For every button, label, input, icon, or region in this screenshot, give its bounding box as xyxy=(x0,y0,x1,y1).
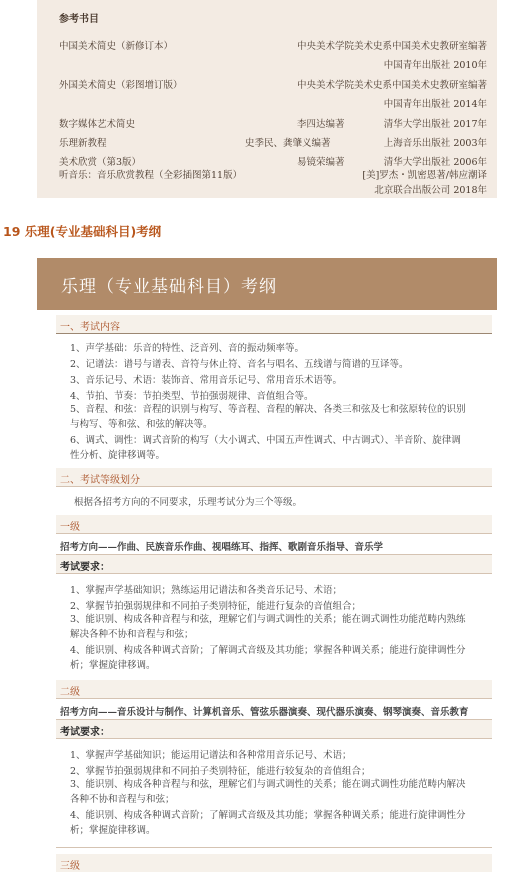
reference-publisher: 上海音乐出版社 2003年 xyxy=(383,138,487,149)
divider xyxy=(56,573,492,574)
level2-direction: 招考方向——音乐设计与制作、计算机音乐、管弦乐器演奏、现代器乐演奏、钢琴演奏、音乐教育 xyxy=(60,707,469,718)
part2-title: 二、考试等级划分 xyxy=(60,475,140,486)
level2-req-bar xyxy=(56,720,492,738)
part1-title: 一、考试内容 xyxy=(60,322,120,333)
reference-publisher: 中央美术学院美术史系中国美术史教研室编著 xyxy=(296,41,487,52)
divider xyxy=(56,847,492,848)
level1-req-bar xyxy=(56,555,492,573)
reference-author: 史季民、龚肇义编著 xyxy=(245,138,331,149)
requirement-line: 1、掌握声学基础知识；熟练运用记谱法和各类音乐记号、术语； xyxy=(70,585,343,596)
reference-books-title: 参考书目 xyxy=(59,14,99,25)
level2-name: 二级 xyxy=(60,687,80,698)
requirement-line: 3、能识别、构成各种音程与和弦，理解它们与调式调性的关系；能在调式调性功能范畴内熟练解决各种不协和音程与和弦； xyxy=(70,614,466,640)
level1-name: 一级 xyxy=(60,522,80,533)
reference-book: 外国美术简史（彩图增订版） xyxy=(59,80,183,91)
level2-req-title: 考试要求： xyxy=(60,727,110,738)
content-line: 2、记谱法：谱号与谱表、音符与休止符、音名与唱名、五线谱与简谱的互译等。 xyxy=(70,359,409,370)
reference-book: 中国美术简史（新修订本） xyxy=(59,41,174,52)
requirement-line: 3、能识别、构成各种音程与和弦，理解它们与调式调性的关系；能在调式调性功能范畴内解决各种不协和音程与和弦； xyxy=(70,779,466,805)
content-line: 6、调式、调性：调式音阶的构写（大小调式、中国五声性调式、中古调式）、半音阶、旋律调性分析、旋律移调等。 xyxy=(70,435,461,461)
reference-book: 数字媒体艺术简史 xyxy=(59,119,136,130)
part1-title-bar xyxy=(56,315,492,333)
requirement-line: 2、掌握节拍强弱规律和不同拍子类别特征，能进行较复杂的音值组合； xyxy=(70,766,371,777)
reference-publisher: 中国青年出版社 2010年 xyxy=(383,60,487,71)
section-heading: 19 乐理(专业基础科目)考纲 xyxy=(3,224,162,239)
reference-author: 易镜荣编著 xyxy=(297,157,345,168)
part2-title-bar xyxy=(56,468,492,486)
content-line: 1、声学基础：乐音的特性、泛音列、音的振动频率等。 xyxy=(70,343,305,354)
reference-books-box xyxy=(37,0,497,198)
divider xyxy=(56,533,492,534)
divider xyxy=(56,333,492,334)
reference-author: 李四达编著 xyxy=(297,119,345,130)
reference-book: 乐理新教程 xyxy=(59,138,107,149)
requirement-line: 4、能识别、构成各种调式音阶；了解调式音级及其功能；掌握各种调关系；能进行旋律调性分析；掌握旋律移调。 xyxy=(70,645,466,671)
reference-publisher: 清华大学出版社 2017年 xyxy=(383,119,487,130)
intro-line: 根据各招考方向的不同要求，乐理考试分为三个等级。 xyxy=(74,497,303,508)
level1-direction: 招考方向——作曲、民族音乐作曲、视唱练耳、指挥、歌剧音乐指导、音乐学 xyxy=(60,542,384,553)
level3-bar xyxy=(56,854,492,872)
syllabus-content xyxy=(56,310,492,879)
content-line: 4、节拍、节奏：节拍类型、节拍强弱规律、音值组合等。 xyxy=(70,391,314,402)
content-line: 5、音程、和弦：音程的识别与构写、等音程、音程的解决、各类三和弦及七和弦原转位的识别与构写、等和弦、和弦的解决等。 xyxy=(70,404,466,430)
reference-publisher: [美]罗杰・凯密恩著/韩应潮译 xyxy=(362,170,487,181)
syllabus-banner xyxy=(37,258,497,310)
reference-book: 听音乐：音乐欣赏教程（全彩插图第11版） xyxy=(59,170,243,181)
level1-req-title: 考试要求： xyxy=(60,562,110,573)
banner-title: 乐理（专业基础科目）考纲 xyxy=(61,277,277,297)
requirement-line: 1、掌握声学基础知识；能运用记谱法和各种常用音乐记号、术语； xyxy=(70,750,352,761)
level1-bar xyxy=(56,515,492,533)
reference-publisher: 北京联合出版公司 2018年 xyxy=(374,185,487,196)
reference-publisher: 中央美术学院美术史系中国美术史教研室编著 xyxy=(296,80,487,91)
requirement-line: 2、掌握节拍强弱规律和不同拍子类别特征，能进行复杂的音值组合； xyxy=(70,601,362,612)
level3-name: 三级 xyxy=(60,861,80,872)
divider xyxy=(56,738,492,739)
divider xyxy=(56,698,492,699)
reference-publisher: 清华大学出版社 2006年 xyxy=(383,157,487,168)
reference-book: 美术欣赏（第3版） xyxy=(59,157,142,168)
content-line: 3、音乐记号、术语：装饰音、常用音乐记号、常用音乐术语等。 xyxy=(70,375,343,386)
level2-bar xyxy=(56,680,492,698)
requirement-line: 4、能识别、构成各种调式音阶；了解调式音级及其功能；掌握各种调关系；能进行旋律调性分析；掌握旋律移调。 xyxy=(70,810,466,836)
reference-publisher: 中国青年出版社 2014年 xyxy=(383,99,487,110)
divider xyxy=(56,486,492,487)
